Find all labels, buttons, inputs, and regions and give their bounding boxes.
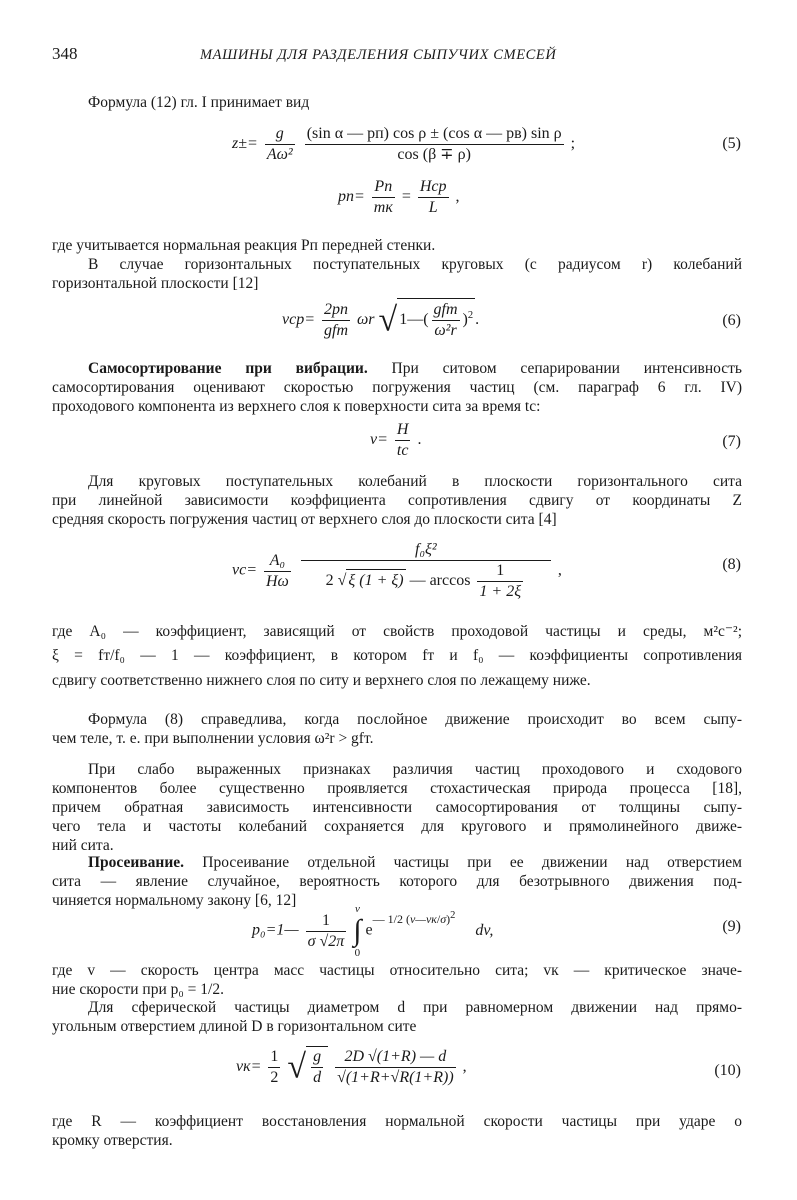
equation-7-number: (7) [722,433,741,450]
self-sorting-heading: Самосортирование при вибрации. [88,360,368,377]
equation-8: vс= $\frac{\text{A₀}}{H\omega}$ f₀ξ² 2 √ ξ (1 + ξ) — arccos $\frac{1}{1 + 2\xi}$ , [232,541,562,600]
equation-7: v= $\frac{H}{tс}$ . [370,421,422,459]
equation-5: z±= $\frac{g}{\text{Aω²}}$ $\frac{\text{(sin α — pп) cos ρ ± (cos α — pв) sin ρ}}{\cos (\beta \mp \rho)}$ ; [232,125,576,163]
paragraph-self-sorting: Самосортирование при вибрации. При ситовом сепарировании интенсивность самосортирования оценивают скоростью погружения частиц (см. параграф 6 гл. IV) проходового компонента из верхнего слоя к поверхности сита за время tс: [52,360,742,415]
equation-6-number: (6) [722,312,741,329]
running-title: МАШИНЫ ДЛЯ РАЗДЕЛЕНИЯ СЫПУЧИХ СМЕСЕЙ [200,47,557,63]
page-number: 348 [52,44,78,63]
paragraph-final: где R — коэффициент восстановления нормальной скорости частицы при ударе о кромку отверстия. [52,1113,742,1149]
equation-8-number: (8) [722,556,741,573]
paragraph-where-8: где A₀ — коэффициент, зависящий от свойств проходовой частицы и среды, м²с⁻²; ξ = fт/f₀ — 1 — коэффициент, в котором fт и f₀ — коэффициенты сопротивления сдвигу соответственно нижнего слоя по ситу и верхнего слоя по лежащему ниже. [52,623,742,689]
equation-5-number: (5) [722,135,741,152]
paragraph-validity: Формула (8) справедлива, когда послойное движение происходит во всем сыпу- чем теле, т. е. при выполнении условия ω²r > gfт. [52,711,742,747]
equation-9-number: (9) [722,918,741,935]
paragraph-after-5: где учитывается нормальная реакция Pп передней стенки. [52,237,436,254]
paragraph-where-9: где v — скорость центра масс частицы относительно сита; vк — критическое значе- ние скорости при p₀ = 1/2. [52,962,742,998]
equation-10-number: (10) [714,1062,741,1079]
sifting-heading: Просеивание. [88,854,185,871]
paragraph-sifting: Просеивание. Просеивание отдельной частицы при ее движении над отверстием сита — явление случайное, вероятность которого для безотрывного движения под- чиняется нормальному закону [6, 12] [52,854,742,909]
paragraph-circular: Для круговых поступательных колебаний в плоскости горизонтального сита при линейной зависимости коэффициента сопротивления сдвигу от координаты Z средняя скорость погружения частиц от верхнего слоя до плоскости сита [4] [52,473,742,528]
equation-6: vср= $\frac{2pп}{\text{gfт}}$ ωr √ 1—( $\frac{\text{gfт}}{\text{ω²r}}$ )$^2$ . [282,298,479,341]
equation-9: p₀=1— $\frac{1}{\sigma √2\pi}$ v ∫ 0 $e^{— 1/2 (v—vк/\sigma)^2}$ dv, [252,903,494,959]
intro-line: Формула (12) гл. I принимает вид [88,94,310,111]
paragraph-sphere: Для сферической частицы диаметром d при равномерном движении над прямо- угольным отверстием длиной D в горизонтальном сите [52,999,742,1035]
paragraph-weak-signs: При слабо выраженных признаках различия частиц проходового и сходового компонентов более существенно проявляется стохастическая природа процесса [18], причем обратная зависимость интенсивности самосортирования от толщины сыпу- чего тела и частоты колебаний сохраняется для кругового и прямолинейного движе- ний сита. [52,761,742,854]
paragraph-case: В случае горизонтальных поступательных круговых (с радиусом r) колебаний горизонтальной плоскости [12] [52,256,742,292]
equation-10: vк= $\frac{1}{2}$ √ $\frac{g}{d}$ $\frac{2D √(1+R) — d}{√(1+R+√R(1+R))}$ , [236,1048,467,1086]
equation-5b: pп= $\frac{Pп}{mк}$ = $\frac{\text{Hср}}{L}$ , [338,178,460,216]
